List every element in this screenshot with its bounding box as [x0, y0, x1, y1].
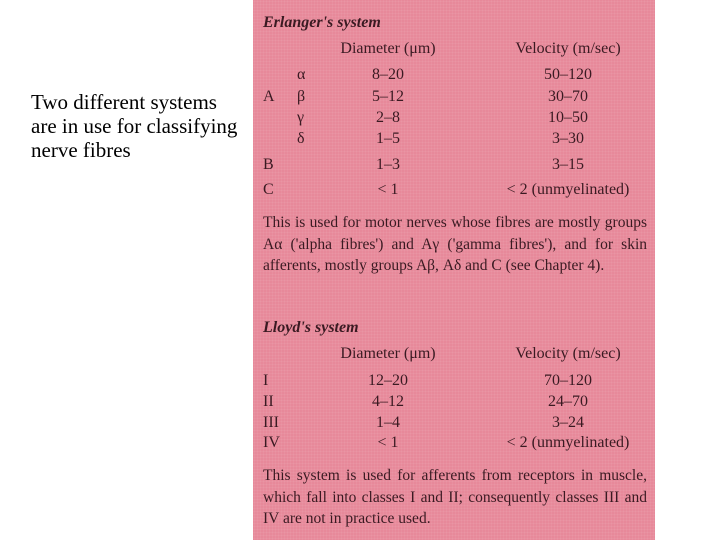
diameter: < 1	[377, 434, 399, 451]
velocity: 70–120	[544, 372, 592, 389]
velocity: < 2 (unmyelinated)	[506, 434, 630, 451]
group: II	[263, 393, 274, 410]
diameter: 1–3	[376, 156, 400, 173]
diameter: < 1	[377, 181, 399, 198]
velocity: < 2 (unmyelinated)	[506, 181, 630, 198]
velocity: 3–15	[552, 156, 584, 173]
diameter: 2–8	[376, 109, 400, 126]
lloyd-title: Lloyd's system	[263, 319, 359, 336]
subgroup: α	[297, 66, 306, 83]
erlanger-header-velocity: Velocity (m/sec)	[515, 40, 621, 57]
diameter: 1–5	[376, 130, 400, 147]
group: C	[263, 181, 274, 198]
diameter: 1–4	[376, 414, 400, 431]
group: III	[263, 414, 279, 431]
erlanger-header-diameter: Diameter (μm)	[340, 40, 436, 57]
diameter: 4–12	[372, 393, 404, 410]
subgroup: γ	[297, 109, 305, 126]
diameter: 8–20	[372, 66, 404, 83]
nerve-fibre-classification-figure	[253, 0, 655, 540]
velocity: 50–120	[544, 66, 592, 83]
velocity: 3–24	[552, 414, 584, 431]
erlanger-note: This is used for motor nerves whose fibres are mostly groups Aα ('alpha fibres') and Aγ ('gamma fibres'), and for skin afferents, mostly groups Aβ, Aδ and C (see Chapter 4).	[263, 214, 647, 274]
subgroup: δ	[297, 130, 305, 147]
erlanger-title: Erlanger's system	[263, 14, 381, 31]
group: A	[263, 88, 275, 105]
diameter: 5–12	[372, 88, 404, 105]
velocity: 24–70	[548, 393, 588, 410]
velocity: 3–30	[552, 130, 584, 147]
group: B	[263, 156, 274, 173]
diameter: 12–20	[368, 372, 408, 389]
group: IV	[263, 434, 280, 451]
subgroup: β	[297, 88, 306, 105]
velocity: 10–50	[548, 109, 588, 126]
lloyd-note: This system is used for afferents from receptors in muscle, which fall into classes I and II; consequently classes III and IV are not in practice used.	[263, 467, 647, 527]
group: I	[263, 372, 269, 389]
lloyd-header-velocity: Velocity (m/sec)	[515, 345, 621, 362]
slide-caption: Two different systems are in use for classifying nerve fibres	[31, 90, 238, 162]
velocity: 30–70	[548, 88, 588, 105]
lloyd-header-diameter: Diameter (μm)	[340, 345, 436, 362]
